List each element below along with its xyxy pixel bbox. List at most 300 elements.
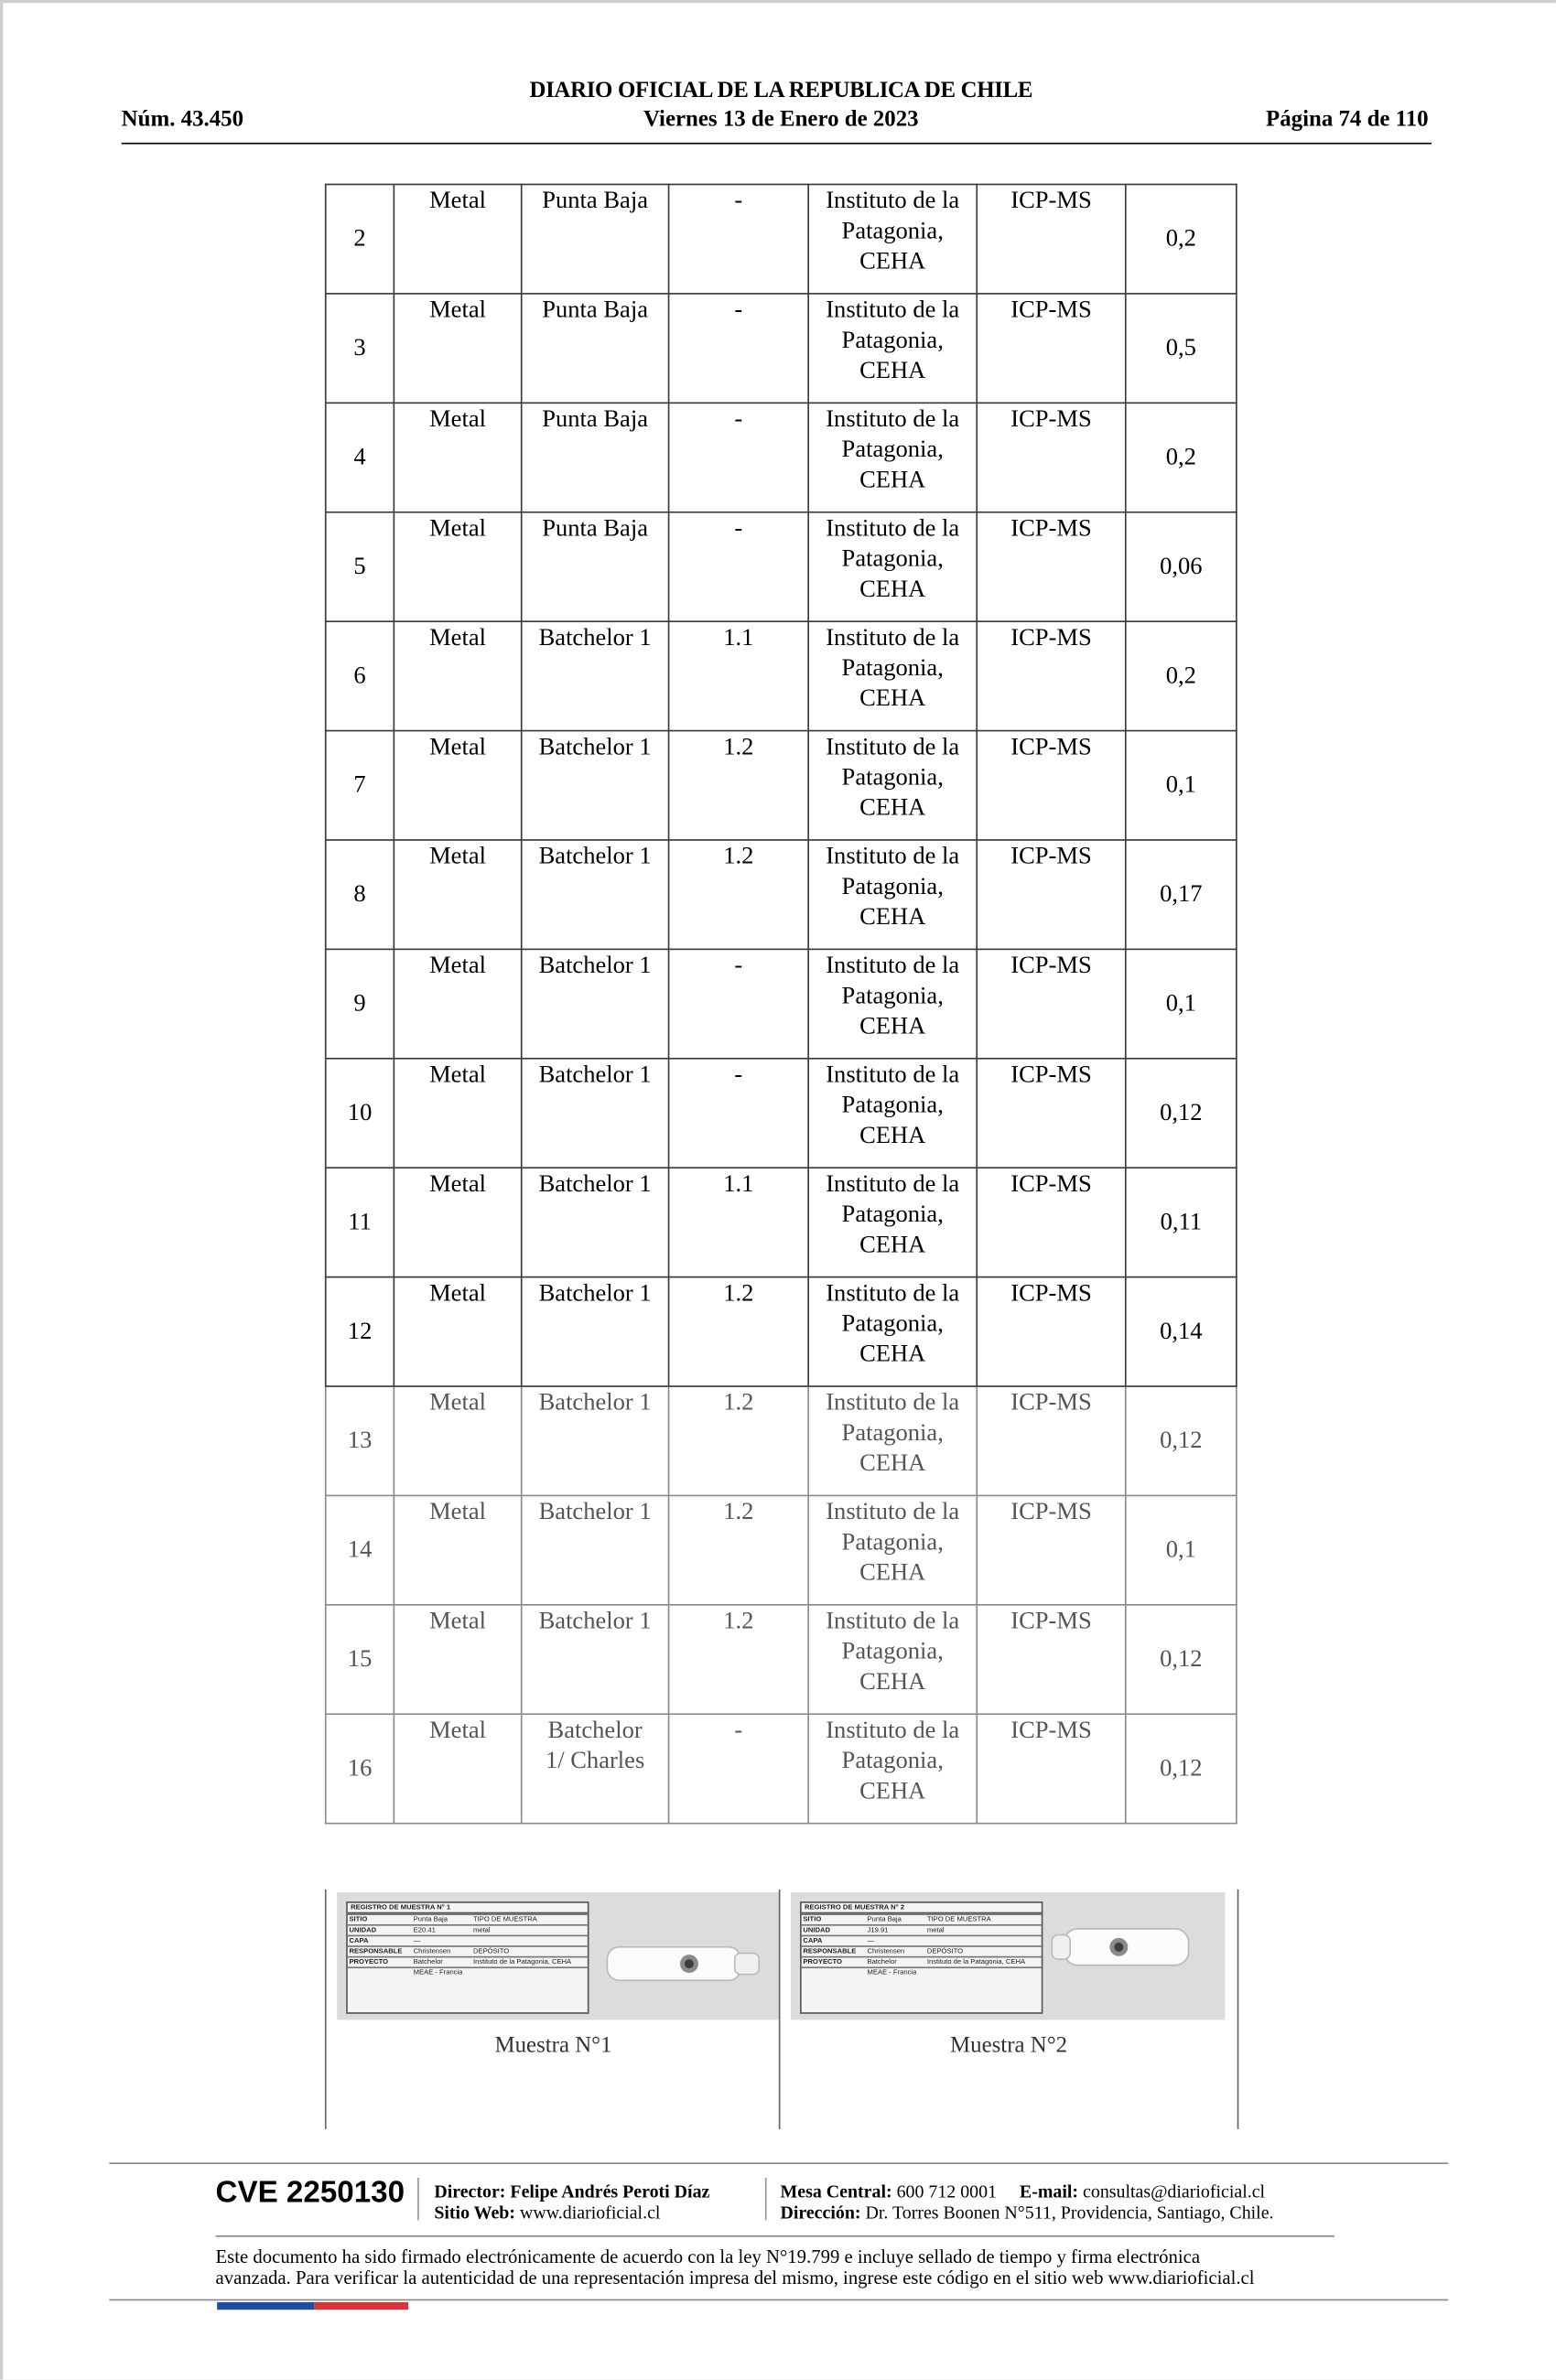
layer-cell xyxy=(669,840,809,949)
layer-cell xyxy=(669,1059,809,1168)
flag-stripe-red xyxy=(314,2302,408,2310)
card-cell: Christensen xyxy=(866,1946,925,1957)
layer-value: 1.2 xyxy=(723,1280,754,1307)
row-number-cell xyxy=(326,1714,394,1823)
site-name: Batchelor 1 xyxy=(538,953,652,979)
measured-value: 0,17 xyxy=(1160,880,1203,907)
layer-cell xyxy=(669,731,809,840)
site-cell xyxy=(522,840,669,949)
measured-value: 0,12 xyxy=(1160,1755,1203,1782)
footer-director-block xyxy=(434,2181,709,2223)
deposit-line: Patagonia, xyxy=(841,1748,944,1774)
table-row xyxy=(326,1059,1237,1168)
director-name: Felipe Andrés Peroti Díaz xyxy=(510,2181,710,2202)
deposit-line: CEHA xyxy=(859,795,926,822)
table-row xyxy=(326,1495,1237,1604)
method-cell xyxy=(977,294,1126,403)
site-name: Punta Baja xyxy=(542,406,648,433)
row-number-cell xyxy=(326,185,394,294)
card-row xyxy=(348,1967,588,1977)
deposit-line: Instituto de la xyxy=(826,844,960,870)
deposit-line: Patagonia, xyxy=(841,655,944,682)
sample-record-card-1 xyxy=(346,1901,589,2014)
deposit-line: Patagonia, xyxy=(841,1310,944,1338)
sample-cell-2 xyxy=(779,1890,1239,2129)
card-row xyxy=(802,1935,1042,1946)
row-number: 10 xyxy=(347,1099,373,1125)
value-cell xyxy=(1126,1277,1237,1386)
site-name: Punta Baja xyxy=(542,297,648,324)
site-name: Punta Baja xyxy=(542,188,648,214)
deposit-line: CEHA xyxy=(859,1341,926,1368)
footer-divider-top xyxy=(109,2162,1448,2164)
row-number: 4 xyxy=(353,444,366,470)
deposit-cell xyxy=(808,1277,977,1386)
deposit-line: Instituto de la xyxy=(826,515,960,543)
director-label: Director: xyxy=(434,2181,506,2202)
layer-cell xyxy=(669,1386,809,1495)
vial-photo-2 xyxy=(1043,1908,1222,1999)
deposit-line: CEHA xyxy=(859,685,926,712)
footer-separator xyxy=(417,2178,419,2220)
row-number: 7 xyxy=(353,771,366,798)
sample-type-cell xyxy=(394,403,521,512)
sample-photo-2 xyxy=(791,1892,1225,2019)
sample-type: Metal xyxy=(429,1718,486,1744)
sample-type-cell xyxy=(394,185,521,294)
layer-value: - xyxy=(734,406,743,433)
site-cell xyxy=(522,949,669,1058)
layer-value: - xyxy=(734,297,743,324)
row-number-cell xyxy=(326,1386,394,1495)
card-row xyxy=(802,1925,1042,1936)
sample-type: Metal xyxy=(429,1499,486,1525)
row-number: 15 xyxy=(347,1645,373,1672)
deposit-line: CEHA xyxy=(859,576,926,603)
table-row xyxy=(326,949,1237,1058)
row-number-cell xyxy=(326,1605,394,1714)
site-name: Batchelor 1 xyxy=(538,1171,652,1198)
card-cell: — xyxy=(866,1935,925,1946)
deposit-line: Instituto de la xyxy=(826,1718,960,1744)
table-row xyxy=(326,840,1237,949)
card-cell: RESPONSABLE xyxy=(802,1946,866,1957)
site-cell xyxy=(522,621,669,730)
card-title: REGISTRO DE MUESTRA N° 1 xyxy=(348,1903,588,1914)
measured-value: 0,2 xyxy=(1165,225,1196,252)
card-cell: SITIO xyxy=(348,1914,412,1925)
cve-code: CVE 2250130 xyxy=(215,2176,405,2210)
deposit-cell xyxy=(808,840,977,949)
sample-type-cell xyxy=(394,1059,521,1168)
sample-type-cell xyxy=(394,949,521,1058)
footer-separator xyxy=(765,2178,767,2220)
sample-type: Metal xyxy=(429,1280,486,1307)
method-cell xyxy=(977,512,1126,621)
card-row xyxy=(348,1957,588,1968)
site-name-line: 1/ Charles xyxy=(545,1748,645,1774)
method-cell xyxy=(977,949,1126,1058)
legal-notice xyxy=(216,2246,1369,2288)
row-number: 2 xyxy=(353,225,366,252)
card-cell: metal xyxy=(925,1925,1042,1936)
deposit-line: Patagonia, xyxy=(841,983,944,1009)
site-cell xyxy=(522,294,669,403)
row-number-cell xyxy=(326,840,394,949)
layer-value: 1.1 xyxy=(723,625,754,652)
email-label: E-mail: xyxy=(1019,2181,1079,2202)
card-cell: Instituto de la Patagonia, CEHA xyxy=(471,1957,588,1968)
method-value: ICP-MS xyxy=(1010,1280,1092,1307)
row-number-cell xyxy=(326,512,394,621)
value-cell xyxy=(1126,731,1237,840)
layer-value: - xyxy=(734,515,743,543)
sample-type: Metal xyxy=(429,1609,486,1635)
deposit-line: Instituto de la xyxy=(826,625,960,652)
site-name: Batchelor 1 xyxy=(538,844,652,870)
measured-value: 0,12 xyxy=(1160,1099,1203,1125)
deposit-line: Instituto de la xyxy=(826,188,960,214)
deposit-line: Patagonia, xyxy=(841,546,944,573)
footer-divider-mid xyxy=(216,2235,1334,2237)
method-value: ICP-MS xyxy=(1010,1718,1092,1744)
table-row xyxy=(326,1605,1237,1714)
deposit-line: CEHA xyxy=(859,1013,926,1040)
layer-value: - xyxy=(734,188,743,214)
samples-table xyxy=(325,184,1237,1825)
row-number: 8 xyxy=(353,880,366,907)
card-cell xyxy=(925,1935,1042,1946)
row-number: 12 xyxy=(347,1318,373,1344)
footer-contact-block xyxy=(780,2181,1273,2223)
card-row xyxy=(348,1914,588,1925)
sample-type-cell xyxy=(394,621,521,730)
card-cell: DEPÓSITO xyxy=(471,1946,588,1957)
deposit-line: Patagonia, xyxy=(841,1093,944,1119)
sample-type-cell xyxy=(394,1605,521,1714)
row-number: 9 xyxy=(353,990,366,1017)
flag-stripe-blue xyxy=(217,2302,314,2310)
deposit-line: Instituto de la xyxy=(826,734,960,760)
layer-value: - xyxy=(734,1061,743,1089)
table-row xyxy=(326,185,1237,294)
layer-cell xyxy=(669,1605,809,1714)
method-cell xyxy=(977,403,1126,512)
deposit-line: Instituto de la xyxy=(826,406,960,433)
table-row xyxy=(326,403,1237,512)
table-row xyxy=(326,294,1237,403)
card-cell: Punta Baja xyxy=(866,1914,925,1925)
sample-type: Metal xyxy=(429,406,486,433)
deposit-line: Instituto de la xyxy=(826,1061,960,1089)
table-row xyxy=(326,1386,1237,1495)
sample-type-cell xyxy=(394,512,521,621)
layer-cell xyxy=(669,294,809,403)
deposit-cell xyxy=(808,512,977,621)
site-name-line: Batchelor xyxy=(547,1718,643,1744)
site-cell xyxy=(522,1714,669,1823)
measured-value: 0,1 xyxy=(1165,1536,1196,1563)
layer-cell xyxy=(669,403,809,512)
layer-cell xyxy=(669,621,809,730)
card-cell: — xyxy=(412,1935,471,1946)
deposit-line: Instituto de la xyxy=(826,1499,960,1525)
row-number-cell xyxy=(326,403,394,512)
method-value: ICP-MS xyxy=(1010,1499,1092,1525)
site-cell xyxy=(522,403,669,512)
site-name: Batchelor 1 xyxy=(538,1499,652,1525)
legal-line-1: Este documento ha sido firmado electrónicamente de acuerdo con la ley N°19.799 e incluye sellado de tiempo y firma electrónica xyxy=(215,2245,1201,2267)
table-row xyxy=(326,512,1237,621)
page-indicator: Página 74 de 110 xyxy=(1266,107,1429,133)
measured-value: 0,2 xyxy=(1165,662,1196,689)
sample-type: Metal xyxy=(429,1390,486,1416)
sample-caption-2: Muestra N°2 xyxy=(950,2033,1068,2058)
method-value: ICP-MS xyxy=(1010,1609,1092,1635)
deposit-line: CEHA xyxy=(859,1778,926,1804)
card-cell xyxy=(348,1967,412,1977)
card-row xyxy=(802,1914,1042,1925)
vial-photo-1 xyxy=(595,1917,774,2008)
deposit-line: Patagonia, xyxy=(841,874,944,900)
value-cell xyxy=(1126,1059,1237,1168)
layer-value: - xyxy=(734,953,743,979)
sample-type: Metal xyxy=(429,515,486,543)
card-cell: Batchelor xyxy=(412,1957,471,1968)
value-cell xyxy=(1126,1386,1237,1495)
card-cell: Christensen xyxy=(412,1946,471,1957)
deposit-cell xyxy=(808,1059,977,1168)
card-cell: TIPO DE MUESTRA xyxy=(471,1914,588,1925)
method-value: ICP-MS xyxy=(1010,515,1092,543)
method-cell xyxy=(977,1277,1126,1386)
card-cell xyxy=(925,1967,1042,1977)
row-number: 16 xyxy=(347,1755,373,1782)
value-cell xyxy=(1126,1714,1237,1823)
deposit-line: Instituto de la xyxy=(826,1609,960,1635)
header-divider xyxy=(122,143,1432,145)
deposit-cell xyxy=(808,185,977,294)
site-name: Batchelor 1 xyxy=(538,734,652,760)
layer-cell xyxy=(669,185,809,294)
method-cell xyxy=(977,731,1126,840)
card-title: REGISTRO DE MUESTRA N° 2 xyxy=(802,1903,1042,1914)
card-cell xyxy=(471,1935,588,1946)
method-value: ICP-MS xyxy=(1010,1390,1092,1416)
sample-record-card-2 xyxy=(800,1901,1043,2014)
address-label: Dirección: xyxy=(780,2202,861,2224)
method-cell xyxy=(977,185,1126,294)
deposit-line: Patagonia, xyxy=(841,764,944,792)
layer-cell xyxy=(669,1714,809,1823)
value-cell xyxy=(1126,1605,1237,1714)
card-row xyxy=(348,1925,588,1936)
deposit-line: CEHA xyxy=(859,1123,926,1149)
site-cell xyxy=(522,1386,669,1495)
row-number: 6 xyxy=(353,662,366,689)
card-cell: RESPONSABLE xyxy=(348,1946,412,1957)
value-cell xyxy=(1126,1168,1237,1276)
site-name: Batchelor 1 xyxy=(538,1609,652,1635)
measured-value: 0,1 xyxy=(1165,771,1196,798)
row-number-cell xyxy=(326,1059,394,1168)
row-number-cell xyxy=(326,1277,394,1386)
deposit-line: CEHA xyxy=(859,1232,926,1258)
measured-value: 0,2 xyxy=(1165,444,1196,470)
measured-value: 0,06 xyxy=(1160,553,1203,579)
deposit-line: CEHA xyxy=(859,1559,926,1587)
sample-images-row xyxy=(325,1890,1236,2129)
deposit-line: Instituto de la xyxy=(826,1171,960,1198)
address-value: Dr. Torres Boonen N°511, Providencia, Santiago, Chile. xyxy=(865,2202,1274,2224)
layer-cell xyxy=(669,949,809,1058)
deposit-cell xyxy=(808,1605,977,1714)
issue-number: Núm. 43.450 xyxy=(121,107,244,133)
row-number-cell xyxy=(326,1495,394,1604)
card-cell: DEPÓSITO xyxy=(925,1946,1042,1957)
layer-value: 1.2 xyxy=(723,1390,754,1416)
method-cell xyxy=(977,621,1126,730)
site-cell xyxy=(522,1495,669,1604)
deposit-cell xyxy=(808,1168,977,1276)
row-number-cell xyxy=(326,621,394,730)
card-row xyxy=(348,1946,588,1957)
table-row xyxy=(326,621,1237,730)
card-cell: J19.91 xyxy=(866,1925,925,1936)
deposit-line: CEHA xyxy=(859,1450,926,1477)
site-name: Batchelor 1 xyxy=(538,625,652,652)
deposit-line: Patagonia, xyxy=(841,218,944,245)
method-value: ICP-MS xyxy=(1010,1171,1092,1198)
card-cell: Punta Baja xyxy=(412,1914,471,1925)
layer-value: - xyxy=(734,1718,743,1744)
method-cell xyxy=(977,1495,1126,1604)
card-cell: MEAE - Francia xyxy=(412,1967,471,1977)
row-number-cell xyxy=(326,294,394,403)
card-cell: Instituto de la Patagonia, CEHA xyxy=(925,1957,1042,1968)
sample-type-cell xyxy=(394,1386,521,1495)
deposit-line: Patagonia, xyxy=(841,1201,944,1228)
issue-date: Viernes 13 de Enero de 2023 xyxy=(643,107,919,133)
card-row xyxy=(802,1967,1042,1977)
mesa-phone: 600 712 0001 xyxy=(896,2181,998,2202)
site-cell xyxy=(522,1605,669,1714)
method-cell xyxy=(977,1605,1126,1714)
deposit-line: Patagonia, xyxy=(841,328,944,354)
newspaper-title: DIARIO OFICIAL DE LA REPUBLICA DE CHILE xyxy=(529,79,1033,103)
sample-type: Metal xyxy=(429,953,486,979)
deposit-line: Instituto de la xyxy=(826,1390,960,1416)
site-cell xyxy=(522,1168,669,1276)
sample-type: Metal xyxy=(429,188,486,214)
card-cell: PROYECTO xyxy=(348,1957,412,1968)
site-cell xyxy=(522,185,669,294)
deposit-cell xyxy=(808,403,977,512)
value-cell xyxy=(1126,294,1237,403)
deposit-line: CEHA xyxy=(859,358,926,384)
sample-photo-1 xyxy=(337,1892,780,2019)
footer-divider-bottom xyxy=(109,2299,1448,2301)
card-cell: Batchelor xyxy=(866,1957,925,1968)
email-link[interactable]: consultas@diarioficial.cl xyxy=(1083,2181,1266,2202)
sample-type-cell xyxy=(394,1714,521,1823)
method-cell xyxy=(977,840,1126,949)
value-cell xyxy=(1126,1495,1237,1604)
layer-value: 1.2 xyxy=(723,1499,754,1525)
card-cell: CAPA xyxy=(348,1935,412,1946)
deposit-cell xyxy=(808,294,977,403)
site-cell xyxy=(522,512,669,621)
card-row xyxy=(802,1957,1042,1968)
sample-caption-1: Muestra N°1 xyxy=(494,2033,612,2058)
deposit-cell xyxy=(808,731,977,840)
measured-value: 0,1 xyxy=(1165,990,1196,1017)
website-label: Sitio Web: xyxy=(434,2202,516,2224)
deposit-line: Patagonia, xyxy=(841,1529,944,1556)
measured-value: 0,5 xyxy=(1165,334,1196,361)
card-cell xyxy=(471,1967,588,1977)
mesa-label: Mesa Central: xyxy=(780,2181,892,2202)
method-value: ICP-MS xyxy=(1010,844,1092,870)
site-cell xyxy=(522,731,669,840)
deposit-cell xyxy=(808,1495,977,1604)
deposit-cell xyxy=(808,1714,977,1823)
value-cell xyxy=(1126,949,1237,1058)
card-cell: SITIO xyxy=(802,1914,866,1925)
layer-cell xyxy=(669,1168,809,1276)
sample-type: Metal xyxy=(429,1061,486,1089)
method-cell xyxy=(977,1386,1126,1495)
sample-type-cell xyxy=(394,731,521,840)
deposit-line: Instituto de la xyxy=(826,953,960,979)
card-cell: PROYECTO xyxy=(802,1957,866,1968)
site-name: Punta Baja xyxy=(542,515,648,543)
measured-value: 0,11 xyxy=(1160,1208,1203,1235)
sample-type: Metal xyxy=(429,625,486,652)
deposit-line: Patagonia, xyxy=(841,436,944,463)
row-number-cell xyxy=(326,949,394,1058)
card-row xyxy=(802,1946,1042,1957)
site-name: Batchelor 1 xyxy=(538,1280,652,1307)
sample-type-cell xyxy=(394,294,521,403)
layer-value: 1.2 xyxy=(723,1609,754,1635)
card-cell: MEAE - Francia xyxy=(866,1967,925,1977)
site-name: Batchelor 1 xyxy=(538,1390,652,1416)
table-row xyxy=(326,731,1237,840)
sample-type: Metal xyxy=(429,1171,486,1198)
method-value: ICP-MS xyxy=(1010,953,1092,979)
deposit-line: Patagonia, xyxy=(841,1639,944,1665)
deposit-cell xyxy=(808,949,977,1058)
row-number: 5 xyxy=(353,553,366,579)
deposit-cell xyxy=(808,1386,977,1495)
table-row xyxy=(326,1168,1237,1276)
deposit-line: CEHA xyxy=(859,467,926,494)
method-cell xyxy=(977,1714,1126,1823)
value-cell xyxy=(1126,512,1237,621)
value-cell xyxy=(1126,185,1237,294)
website-link[interactable]: www.diarioficial.cl xyxy=(519,2202,661,2224)
measured-value: 0,12 xyxy=(1160,1645,1203,1672)
card-cell: metal xyxy=(471,1925,588,1936)
row-number-cell xyxy=(326,731,394,840)
legal-line-2: avanzada. Para verificar la autenticidad de una representación impresa del mismo, ingrese este código en el sitio web www.diarioficial.cl xyxy=(215,2267,1255,2289)
method-value: ICP-MS xyxy=(1010,188,1092,214)
table-row xyxy=(326,1277,1237,1386)
method-value: ICP-MS xyxy=(1010,1061,1092,1089)
deposit-line: Instituto de la xyxy=(826,297,960,324)
card-table xyxy=(802,1913,1042,1977)
